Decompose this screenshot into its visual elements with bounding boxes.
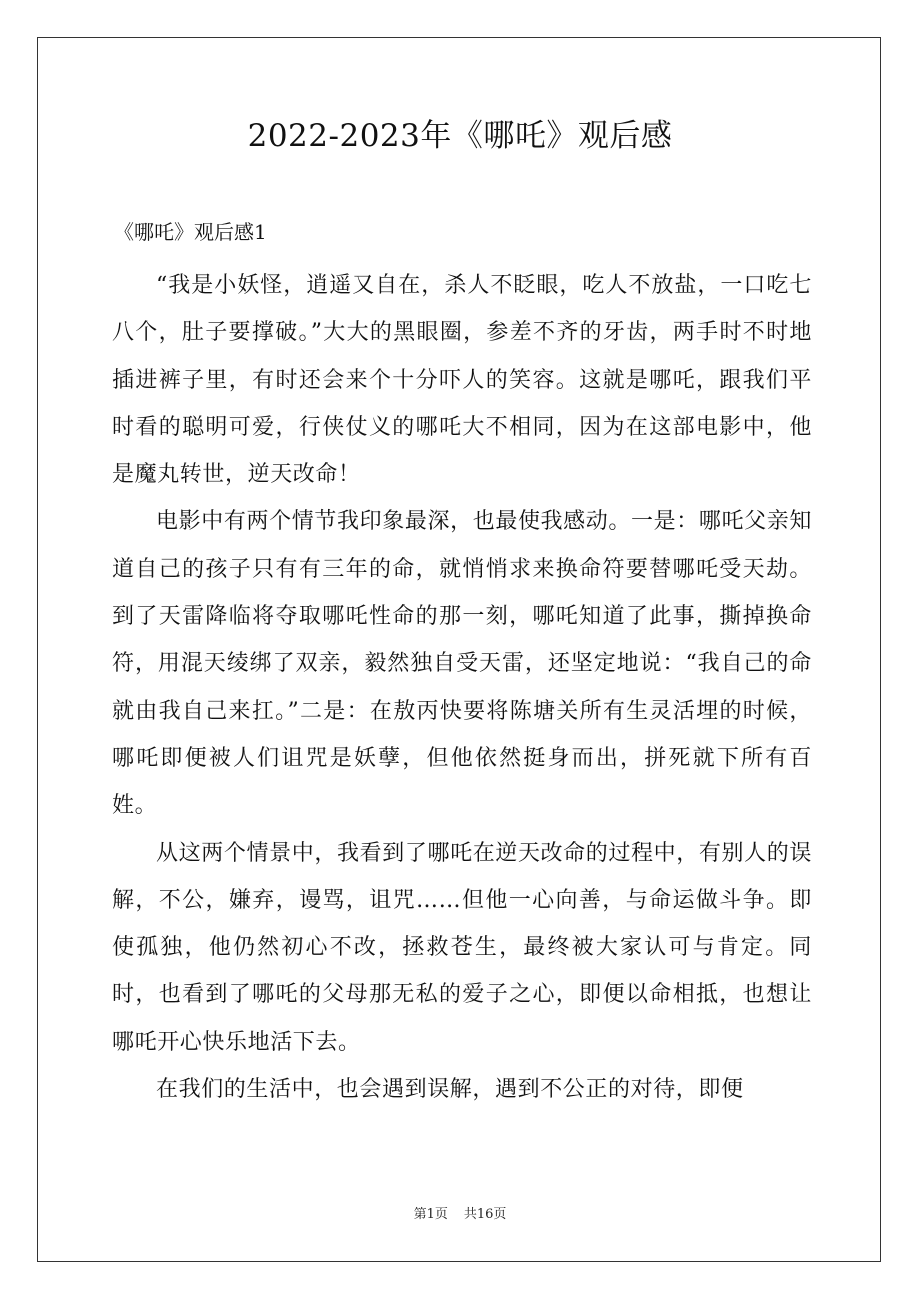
page-footer: [0, 1205, 920, 1225]
paragraph: 从这两个情景中，我看到了哪吒在逆天改命的过程中，有别人的误解，不公，嫌弃，谩骂，诅咒……但他一心向善，与命运做斗争。即使孤独，他仍然初心不改，拯救苍生，最终被大家认可与肯定。同时，也看到了哪吒的父母那无私的爱子之心，即便以命相抵，也想让哪吒开心快乐地活下去。: [112, 840, 812, 1055]
total-pages-label: 共16页: [463, 1207, 507, 1222]
paragraph: “我是小妖怪，逍遥又自在，杀人不眨眼，吃人不放盐，一口吃七八个，肚子要撑破。”大大的黑眼圈，参差不齐的牙齿，两手时不时地插进裤子里，有时还会来个十分吓人的笑容。这就是哪吒，跟我们平时看的聪明可爱，行侠仗义的哪吒大不相同，因为在这部电影中，他是魔丸转世，逆天改命！: [112, 273, 812, 488]
document-body: [112, 262, 812, 1113]
document-title: 2022-2023年《哪吒》观后感: [247, 118, 673, 154]
paragraph: 电影中有两个情节我印象最深，也最使我感动。一是：哪吒父亲知道自己的孩子只有有三年的命，就悄悄求来换命符要替哪吒受天劫。到了天雷降临将夺取哪吒性命的那一刻，哪吒知道了此事，撕掉换命符，用混天绫绑了双亲，毅然独自受天雷，还坚定地说：“我自己的命就由我自己来扛。”二是：在敖丙快要将陈塘关所有生灵活埋的时候，哪吒即便被人们诅咒是妖孽，但他依然挺身而出，拼死就下所有百姓。: [112, 509, 812, 819]
current-page-label: 第1页: [413, 1207, 448, 1222]
section-heading: 《哪吒》观后感1: [114, 220, 267, 244]
paragraph: 在我们的生活中，也会遇到误解，遇到不公正的对待，即便: [156, 1077, 744, 1103]
